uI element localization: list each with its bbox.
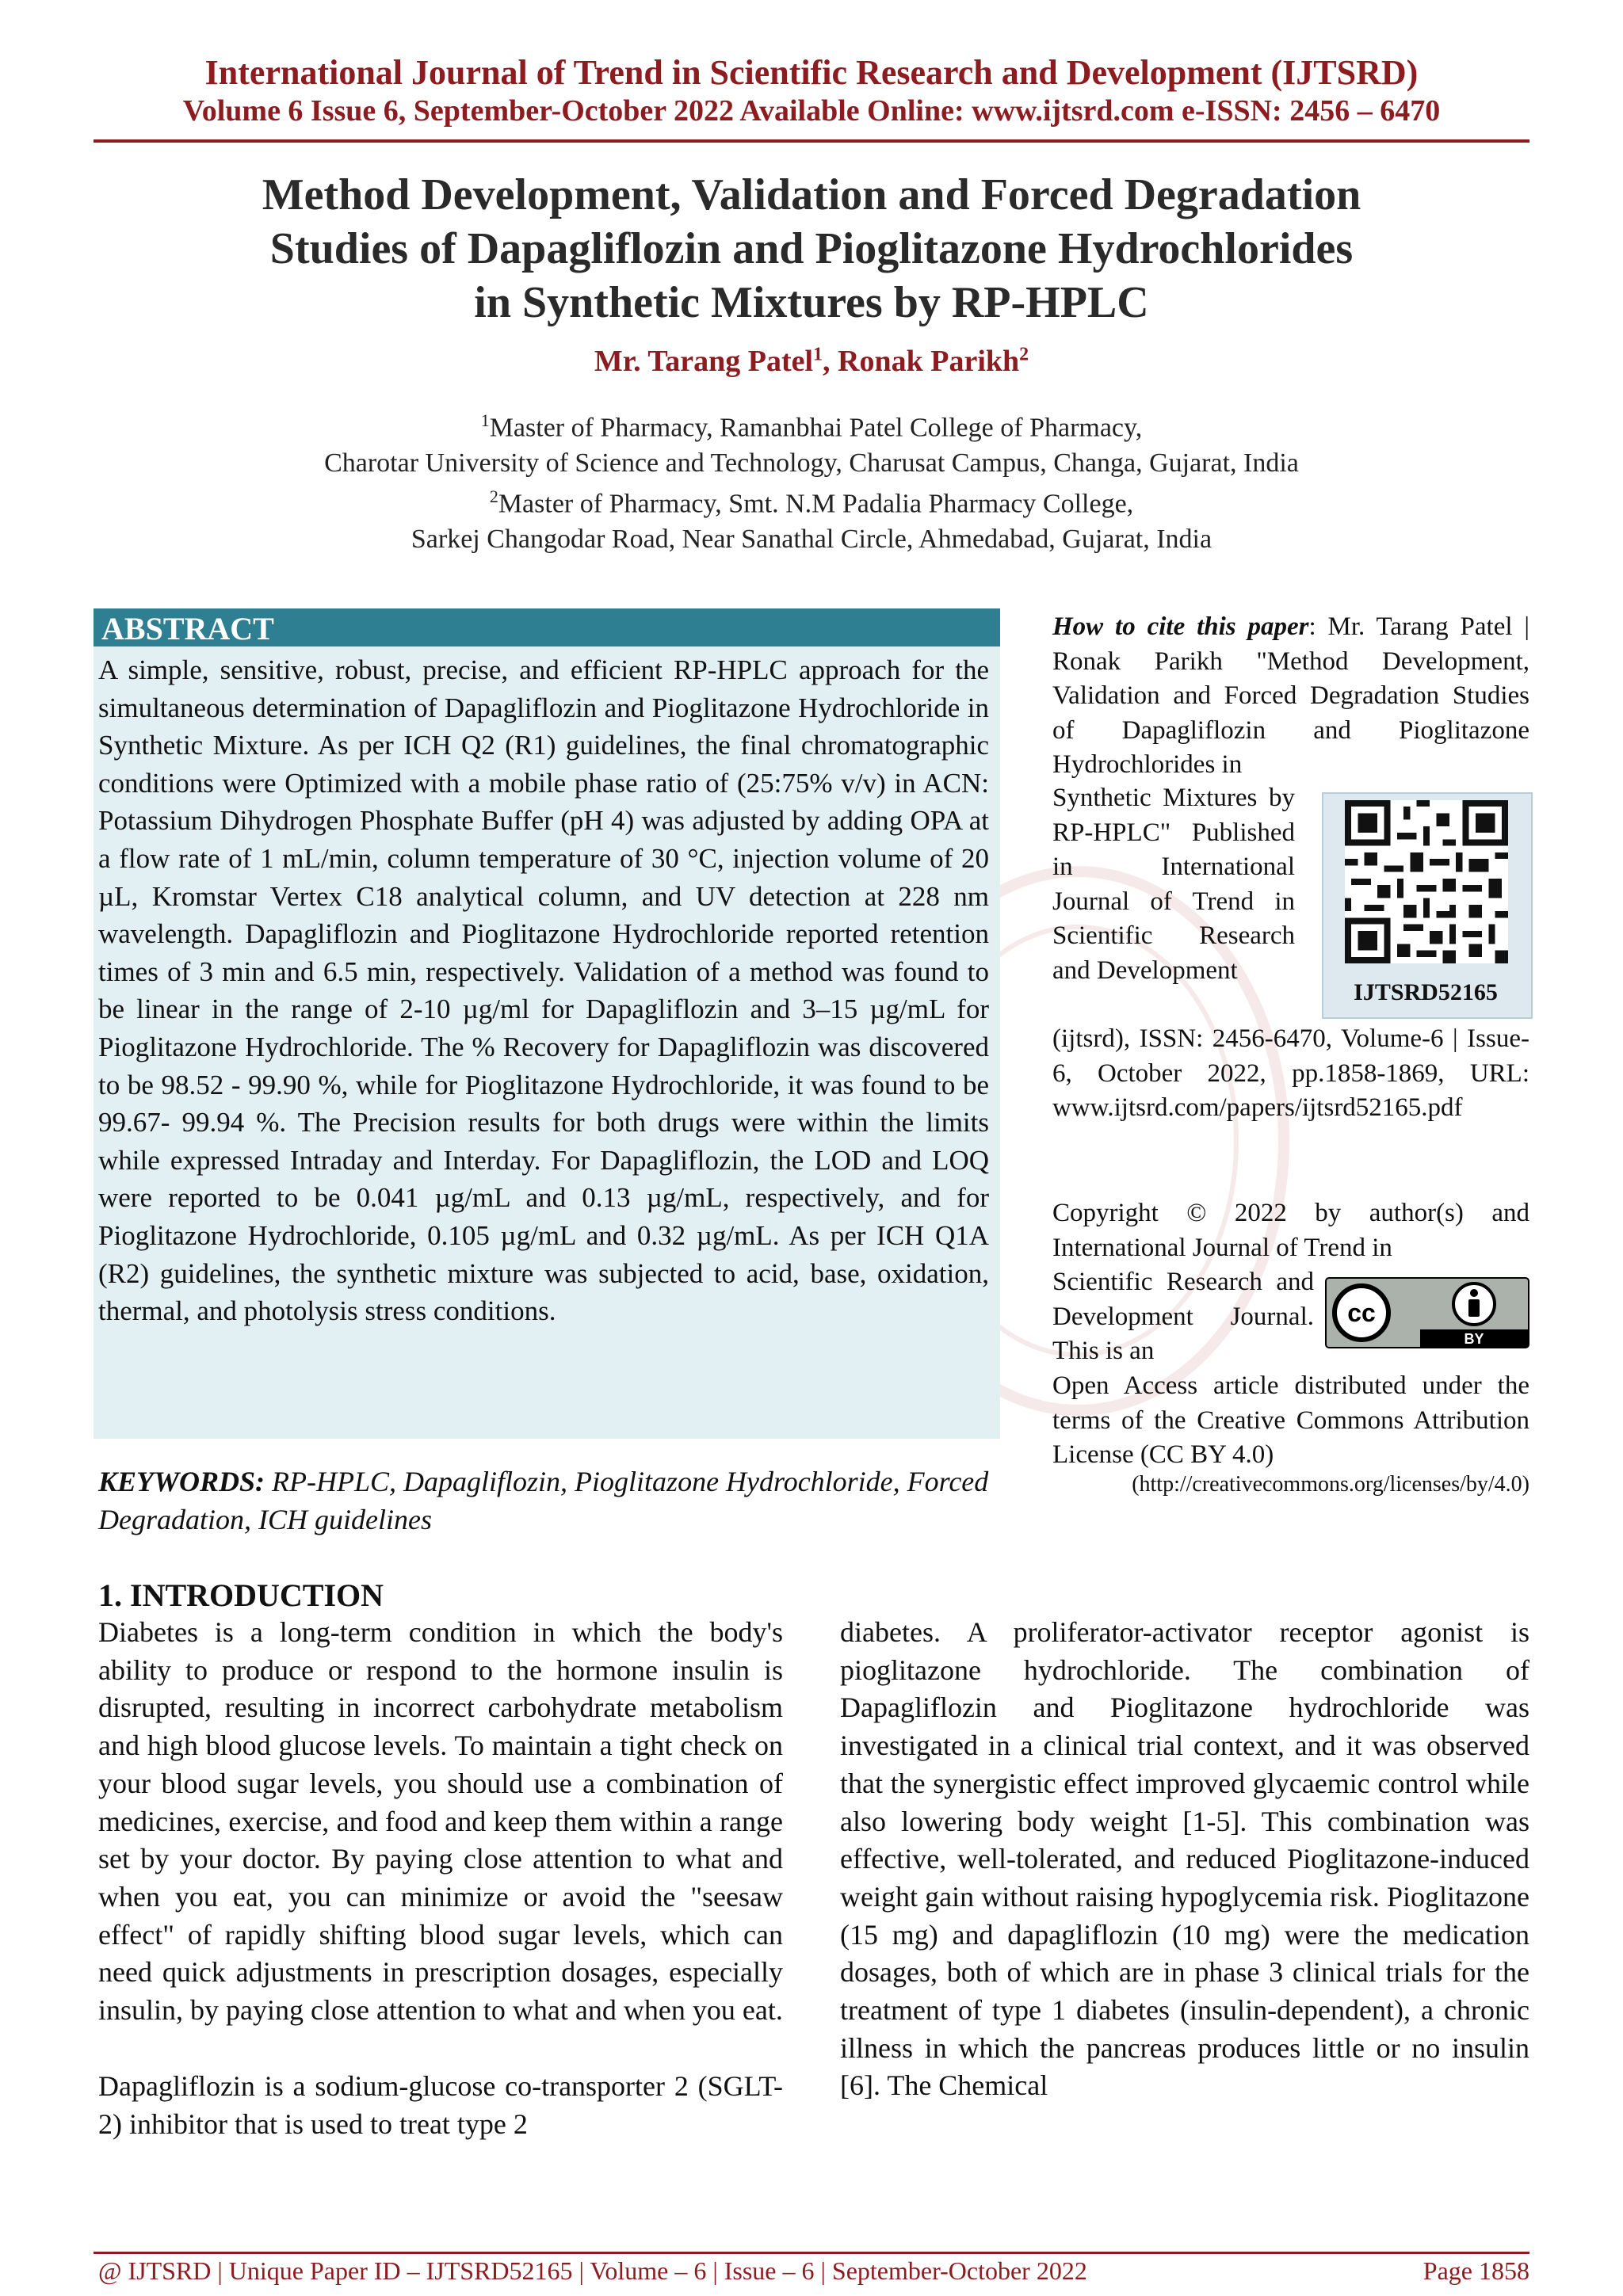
citation-label: How to cite this paper — [1052, 612, 1309, 641]
license-url-link[interactable]: (http://creativecommons.org/licenses/by/4.0) — [1132, 1472, 1529, 1497]
copyright-text-rest: Open Access article distributed under the terms of the Creative Commons Attribution License (CC BY 4.0) — [1052, 1371, 1529, 1470]
author-2: Ronak Parikh — [838, 345, 1020, 378]
affiliation-line-4 — [0, 524, 1623, 555]
journal-issue-line: Volume 6 Issue 6, September-October 2022 Available Online: www.ijtsrd.com e-ISSN: 2456 – 6470 — [182, 94, 1441, 128]
copyright-text-top: Copyright © 2022 by author(s) and International Journal of Trend in — [1052, 1199, 1529, 1262]
intro-paragraph-2: Dapagliflozin is a sodium-glucose co-transporter 2 (SGLT-2) inhibitor that is used to treat type 2 — [98, 2070, 783, 2140]
abstract-body: A simple, sensitive, robust, precise, and efficient RP-HPLC approach for the simultaneous determination of Dapagliflozin and Pioglitazone Hydrochloride in Synthetic Mixture. As per ICH Q2 (R1) guidelines, the final chromatographic conditions were Optimized with a mobile phase ratio of (25:75% v/v) in ACN: Potassium Dihydrogen Phosphate Buffer (pH 4) was adjusted by adding OPA at a flow rate of 1 mL/min, column temperature of 30 °C, injection volume of 20 µL, Kromstar Vertex C18 analytical column, and UV detection at 228 nm wavelength. Dapagliflozin and Pioglitazone Hydrochloride reported retention times of 3 min and 6.5 min, respectively. Validation of a method was found to be linear in the range of 2-10 µg/ml for Dapagliflozin and 3–15 µg/mL for Pioglitazone Hydrochloride. The % Recovery for Dapagliflozin was discovered to be 98.52 - 99.90 %, while for Pioglitazone Hydrochloride, it was found to be 99.67- 99.94 %. The Precision results for both drugs were within the limits while expressed Intraday and Interday. For Dapagliflozin, the LOD and LOQ were reported to be 0.041 µg/mL and 0.13 µg/mL, respectively, and for Pioglitazone Hydrochloride, 0.105 µg/mL and 0.32 µg/mL. As per ICH Q1A (R2) guidelines, the synthetic mixture was subjected to acid, base, oxidation, thermal, and photolysis stress conditions. — [98, 654, 989, 1327]
author-1: Mr. Tarang Patel — [594, 345, 814, 378]
page-number: Page 1858 — [1423, 2256, 1529, 2285]
paper-title-line-1: Method Development, Validation and Forced Degradation — [262, 170, 1361, 219]
affiliation-text: Charotar University of Science and Technology, Charusat Campus, Changa, Gujarat, India — [324, 448, 1299, 478]
affiliation-text: Master of Pharmacy, Ramanbhai Patel College of Pharmacy, — [489, 413, 1143, 443]
citation-text-top: : Mr. Tarang Patel | Ronak Parikh "Method Development, Validation and Forced Degradation Studies of Dapagliflozin and Pioglitazone Hydrochlorides in — [1052, 612, 1529, 780]
affiliation-line-3 — [0, 486, 1623, 519]
citation-top — [1052, 610, 1529, 783]
author-2-sup: 2 — [1019, 344, 1029, 365]
qr-code-icon[interactable] — [1336, 800, 1517, 963]
qr-paper-id: IJTSRD52165 — [1354, 979, 1498, 1005]
keywords-text: RP-HPLC, Dapagliflozin, Pioglitazone Hydrochloride, Forced Degradation, ICH guidelines — [98, 1466, 989, 1535]
abstract-header — [94, 608, 1000, 646]
cc-by-license-icon[interactable] — [1325, 1277, 1529, 1348]
citation-text-rest: (ijtsrd), ISSN: 2456-6470, Volume-6 | Issue-6, October 2022, pp.1858-1869, URL: www.ijtsrd.com/papers/ijtsrd52165.pdf — [1052, 1024, 1529, 1123]
cc-badge-text: cc — [1347, 1299, 1376, 1327]
intro-right-column: diabetes. A proliferator-activator receptor agonist is pioglitazone hydrochloride. The combination of Dapagliflozin and Pioglitazone hydrochloride was investigated in a clinical trial context, and it was observed that the synergistic effect improved glycaemic control while also lowering body weight [1-5]. This combination was effective, well-tolerated, and reduced Pioglitazone-induced weight gain without raising hypoglycemia risk. Pioglitazone (15 mg) and dapagliflozin (10 mg) were the medication dosages, both of which are in phase 3 clinical trials for the treatment of type 1 diabetes (insulin-dependent), a chronic illness in which the pancreas produces little or no insulin [6]. The Chemical — [840, 1616, 1529, 2102]
footer-text: @ IJTSRD | Unique Paper ID – IJTSRD52165 | Volume – 6 | Issue – 6 | September-October 2022 — [98, 2256, 1087, 2285]
affiliation-sup: 1 — [480, 410, 490, 430]
author-separator: , — [823, 345, 838, 378]
affiliation-line-1 — [0, 410, 1623, 443]
affiliation-sup: 2 — [489, 486, 498, 506]
intro-paragraph-1: Diabetes is a long-term condition in which the body's ability to produce or respond to the hormone insulin is disrupted, resulting in incorrect carbohydrate metabolism and high blood glucose levels. To maintain a tight check on your blood sugar levels, you should use a combination of medicines, exercise, and food and keep them within a range set by your doctor. By paying close attention to what and when you eat, you can minimize or avoid the "seesaw effect" of rapidly shifting blood sugar levels, which can need quick adjustments in prescription dosages, especially insulin, by paying close attention to what and when you eat. — [98, 1616, 783, 2027]
section-heading-introduction: 1. INTRODUCTION — [98, 1577, 384, 1613]
affiliation-text: Master of Pharmacy, Smt. N.M Padalia Pharmacy College, — [498, 489, 1134, 519]
copyright-text-narrow: Scientific Research and Development Journal. This is an — [1052, 1268, 1314, 1366]
affiliation-text: Sarkej Changodar Road, Near Sanathal Circle, Ahmedabad, Gujarat, India — [411, 524, 1212, 554]
paper-title-line-2: Studies of Dapagliflozin and Pioglitazone Hydrochlorides — [269, 224, 1354, 273]
journal-title: International Journal of Trend in Scientific Research and Development (IJTSRD) — [204, 53, 1419, 92]
footer — [98, 2256, 1529, 2286]
authors — [0, 344, 1623, 379]
keywords — [98, 1463, 997, 1539]
abstract-heading: ABSTRACT — [101, 611, 274, 646]
citation-text-narrow: Synthetic Mixtures by RP-HPLC" Published in International Journal of Trend in Scientific Research and Development — [1052, 784, 1295, 985]
author-1-sup: 1 — [813, 344, 823, 365]
by-badge-text: BY — [1464, 1331, 1484, 1347]
footer-rule — [94, 2252, 1529, 2254]
paper-title-line-3: in Synthetic Mixtures by RP-HPLC — [474, 278, 1149, 327]
keywords-label: KEYWORDS: — [98, 1466, 265, 1497]
header-rule — [94, 139, 1529, 143]
affiliation-line-2 — [0, 448, 1623, 479]
